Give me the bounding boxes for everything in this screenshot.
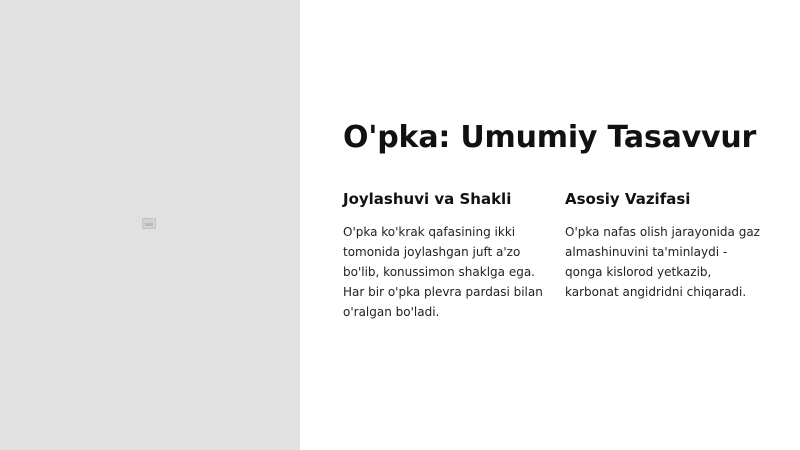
- image-panel: [0, 0, 300, 450]
- broken-image-icon: [142, 218, 156, 229]
- slide-title: O'pka: Umumiy Tasavvur: [343, 120, 757, 155]
- section-main-function: [565, 190, 765, 302]
- section-text: O'pka nafas olish jarayonida gaz almashinuvini ta'minlaydi - qonga kislorod yetkazib, karbonat angidridni chiqaradi.: [565, 225, 760, 299]
- section-heading: Joylashuvi va Shakli: [343, 190, 512, 208]
- section-heading: Asosiy Vazifasi: [565, 190, 691, 208]
- section-text: O'pka ko'krak qafasining ikki tomonida joylashgan juft a'zo bo'lib, konussimon shaklga ega. Har bir o'pka plevra pardasi bilan o'ralgan bo'ladi.: [343, 225, 543, 319]
- section-location-shape: [343, 190, 543, 322]
